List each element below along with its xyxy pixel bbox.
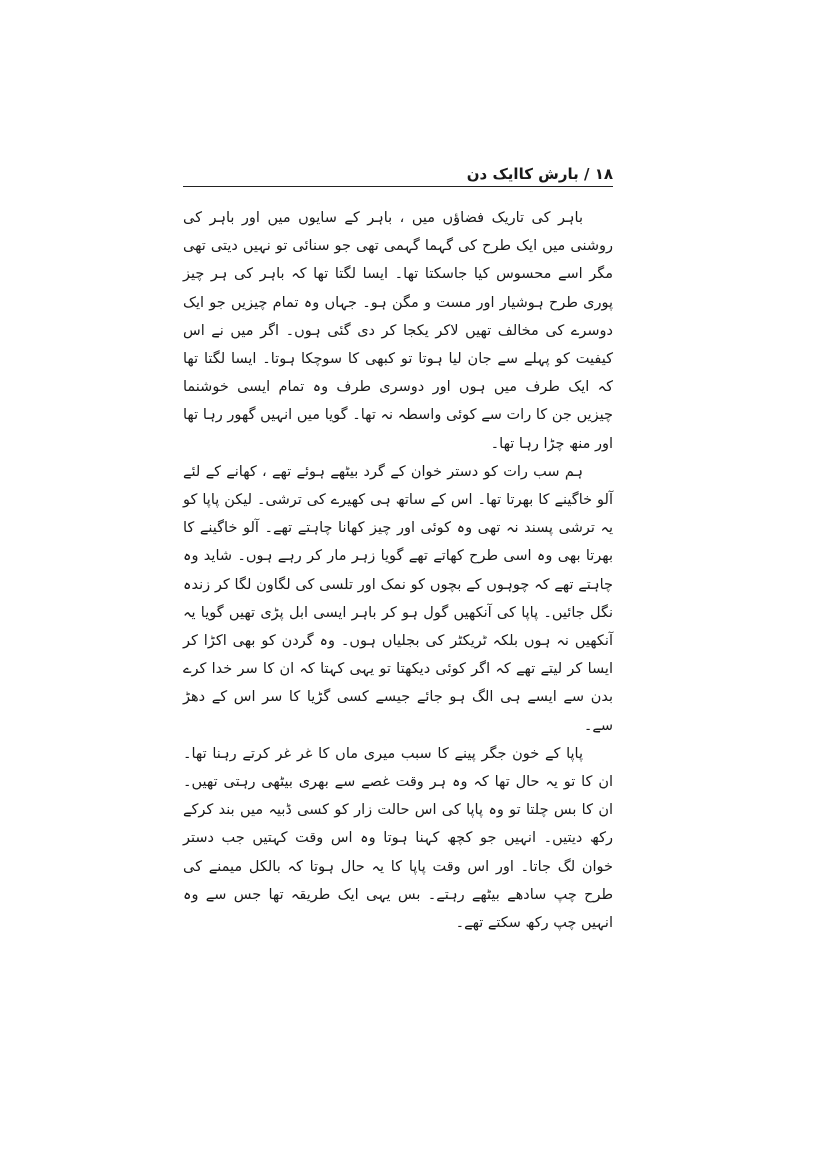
book-page xyxy=(183,150,613,932)
paragraph-3: پاپا کے خون جگر پینے کا سبب میری ماں کا غر غر کرتے رہنا تھا۔ ان کا تو یہ حال تھا کہ وہ ہر وقت غصے سے بھری بیٹھی رہتی تھیں۔ ان کا بس چلتا تو وہ پاپا کی اس حالت زار کو کسی ڈبیہ میں بند کرکے رکھ دیتیں۔ انہیں جو کچھ کہنا ہوتا وہ اس وقت کہتیں جب دستر خوان لگ جاتا۔ اور اس وقت پاپا کا یہ حال ہوتا کہ بالکل میمنے کی طرح چپ سادھے بیٹھے رہتے۔ بس یہی ایک طریقہ تھا جس سے وہ انہیں چپ رکھ سکتے تھے۔ xyxy=(183,745,613,932)
paragraph-2: ہم سب رات کو دستر خوان کے گرد بیٹھے ہوئے تھے ، کھانے کے لئے آلو خاگینے کا بھرتا تھا۔ اس کے ساتھ ہی کھیرے کی ترشی۔ لیکن پاپا کو یہ ترشی پسند نہ تھی وہ کوئی اور چیز کھانا چاہتے تھے۔ آلو خاگینے کا بھرتا بھی وہ اسی طرح کھاتے تھے گویا زہر مار کر رہے ہوں۔ شاید وہ چاہتے تھے کہ چوہوں کے بچوں کو نمک اور تلسی کی لگاون لگا کر زندہ نگل جائیں۔ پاپا کی آنکھیں گول ہو کر باہر ایسی ابل پڑی تھیں گویا یہ آنکھیں نہ ہوں بلکہ ٹریکٹر کی بجلیاں ہوں۔ وہ گردن کو بھی اکڑا کر ایسا کر لیتے تھے کہ اگر کوئی دیکھتا تو یہی کہتا کہ ان کا سر خدا کرے بدن سے ایسے ہی الگ ہو جائے جیسے کسی گڑیا کا سر اس کے دھڑ سے۔ xyxy=(183,463,613,734)
header-divider xyxy=(183,186,613,187)
running-header: ۱۸ / بارش کاایک دن xyxy=(466,165,613,183)
paragraph-1: باہر کی تاریک فضاؤں میں ، باہر کے سایوں میں اور باہر کی روشنی میں ایک طرح کی گہما گہمی تھی جو سنائی تو نہیں دیتی تھی مگر اسے محسوس کیا جاسکتا تھا۔ ایسا لگتا تھا کہ باہر کی ہر چیز پوری طرح ہوشیار اور مست و مگن ہو۔ جہاں وہ تمام چیزیں جو ایک دوسرے کی مخالف تھیں لاکر یکجا کر دی گئی ہوں۔ اگر میں نے اس کیفیت کو پہلے سے جان لیا ہوتا تو کبھی کا سوچکا ہوتا۔ ایسا لگتا تھا کہ ایک طرف میں ہوں اور دوسری طرف وہ تمام ایسی خوشنما چیزیں جن کا رات سے کوئی واسطہ نہ تھا۔ گویا میں انہیں گھور رہا تھا اور منھ چڑا رہا تھا۔ xyxy=(183,210,613,452)
page-body xyxy=(183,204,613,937)
